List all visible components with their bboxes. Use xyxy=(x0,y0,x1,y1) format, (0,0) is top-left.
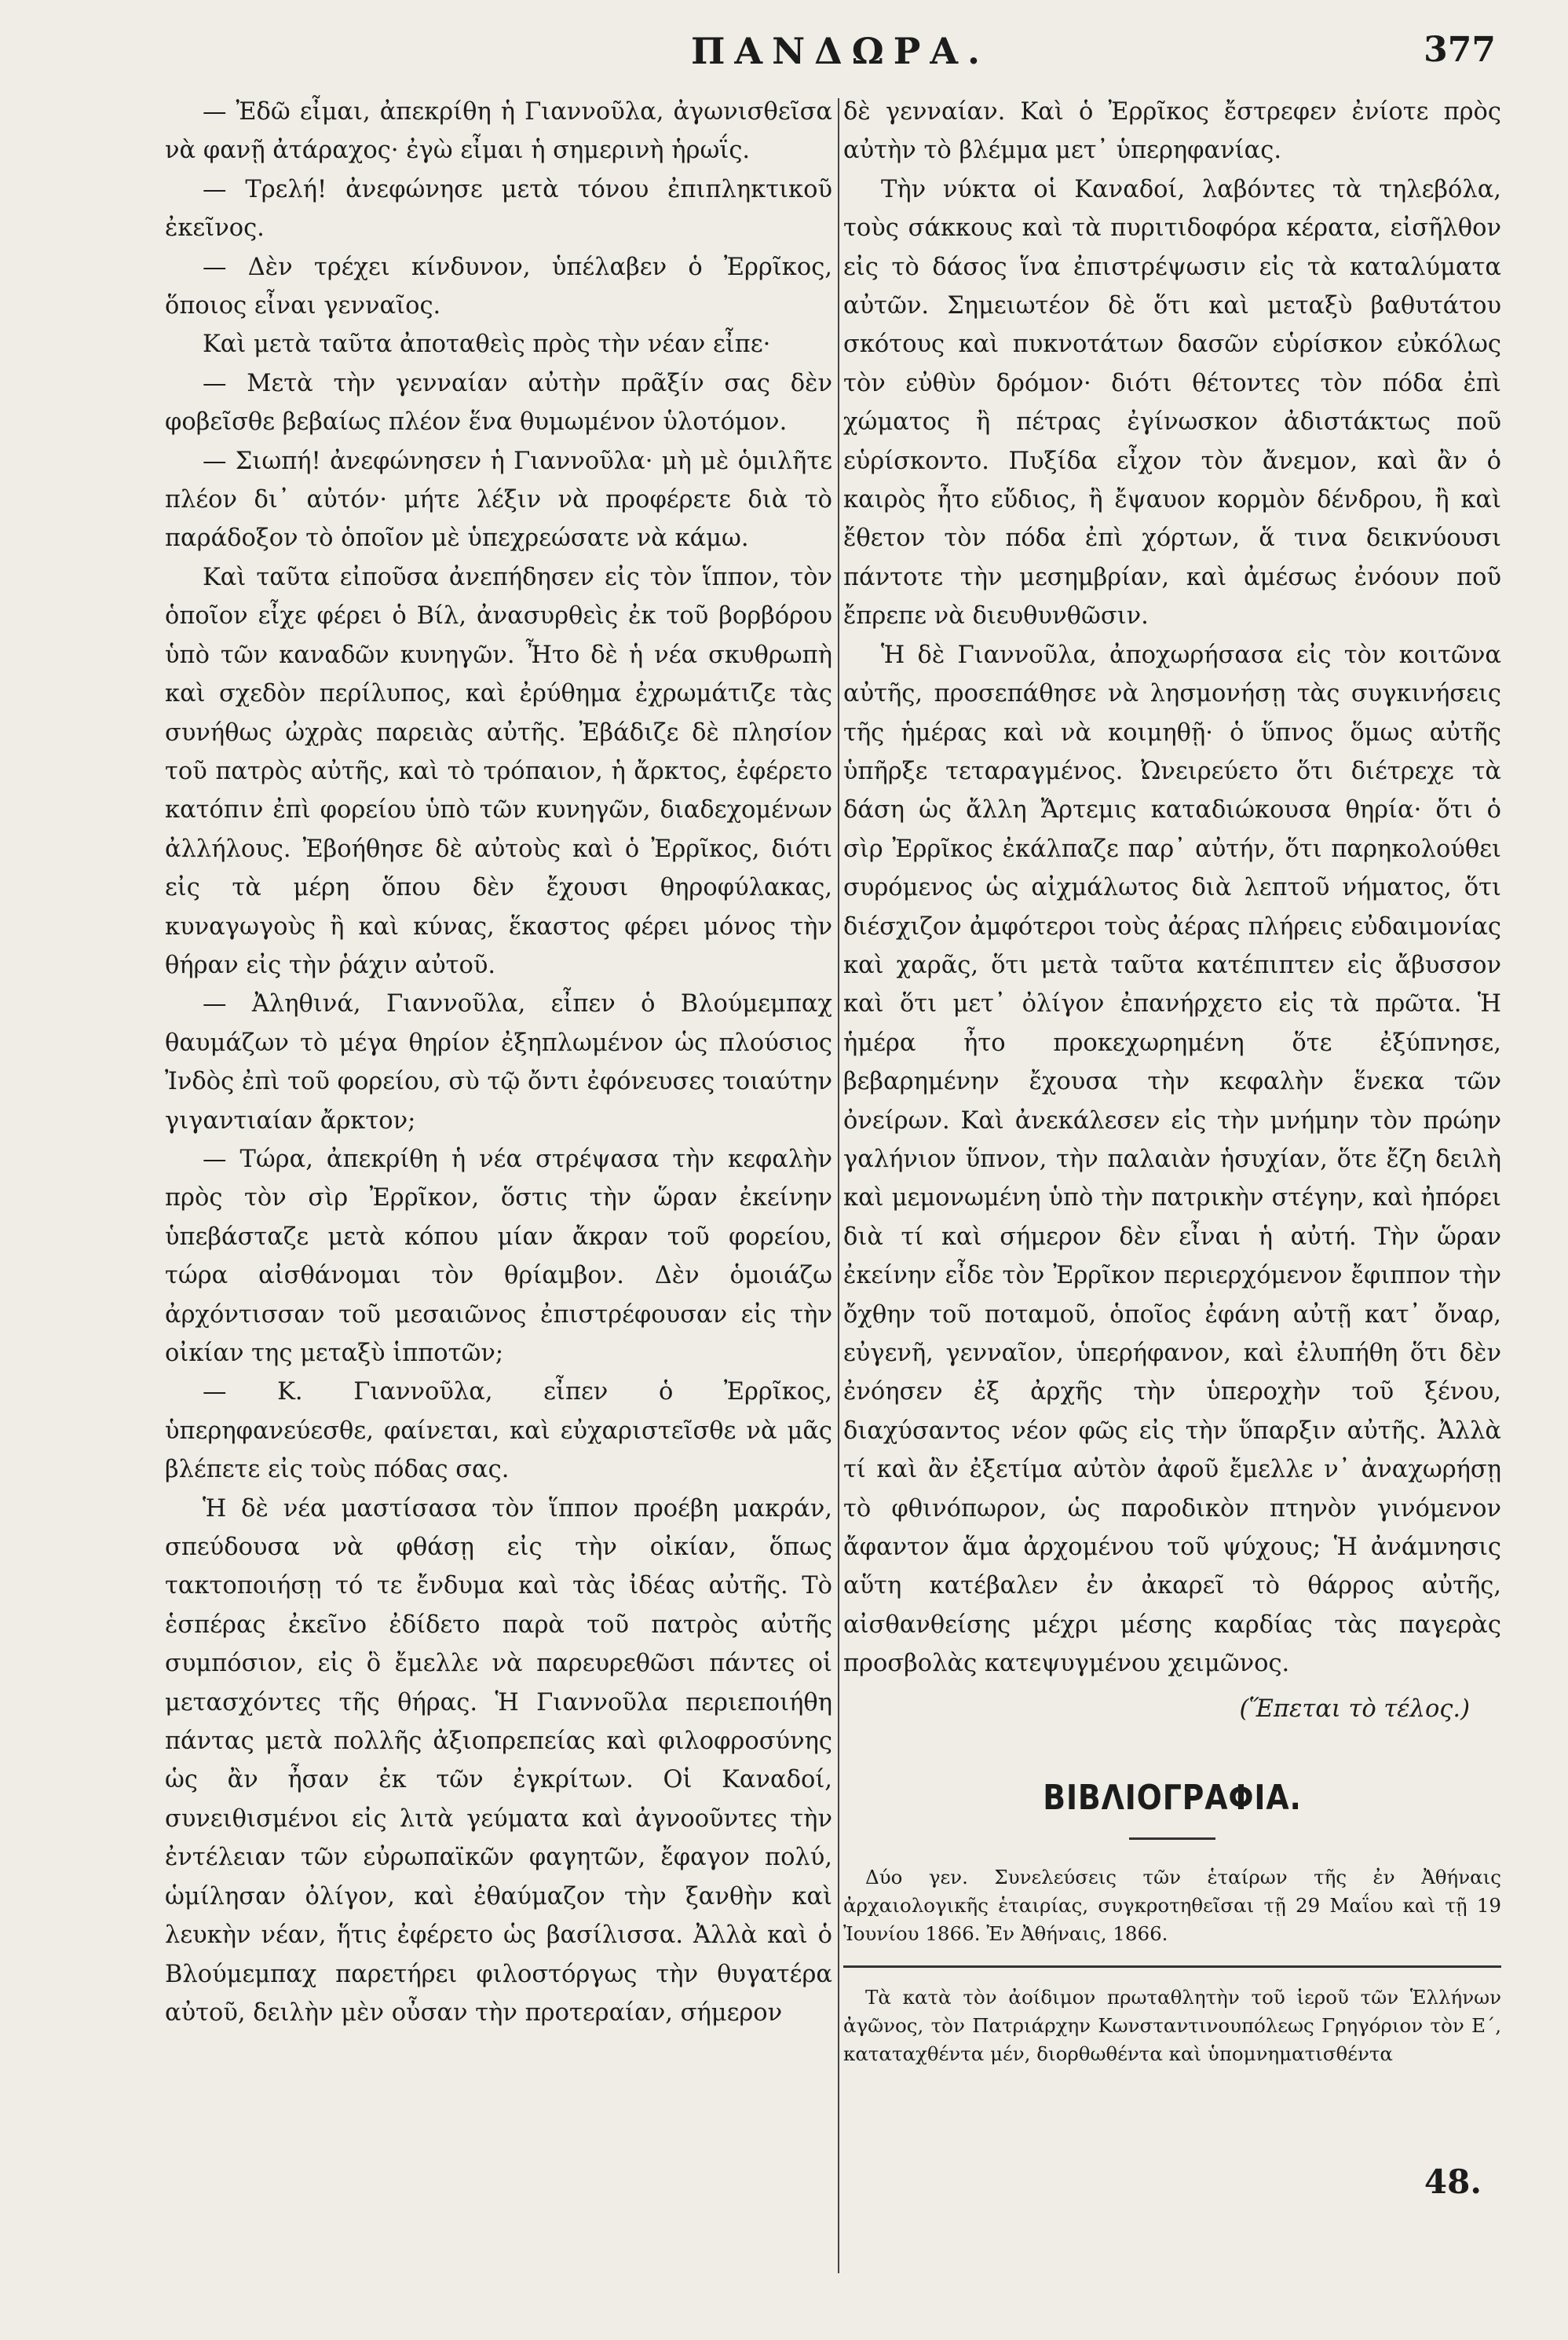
paragraph: — Δὲν τρέχει κίνδυνον, ὑπέλαβεν ὁ Ἐρρῖκος, ὅποιος εἶναι γενναῖος. xyxy=(165,253,832,320)
signature-mark: 48. xyxy=(1424,2163,1482,2201)
bibliography-entry: Δύο γεν. Συνελεύσεις τῶν ἑταίρων τῆς ἐν Ἀθήναις ἀρχαιολογικῆς ἑταιρίας, συγκροτηθεῖσαι τῇ 29 Μαΐου καὶ τῇ 19 Ἰουνίου 1866. Ἐν Ἀθήναις, 1866. xyxy=(843,1866,1501,1946)
running-title: ΠΑΝΔΩΡΑ. xyxy=(690,30,990,72)
column-divider xyxy=(838,98,839,2273)
paragraph: Ἡ δὲ νέα μαστίσασα τὸν ἵππον προέβη μακράν, σπεύδουσα νὰ φθάσῃ εἰς τὴν οἰκίαν, ὅπως τακτοποιήσῃ τό τε ἔνδυμα καὶ τὰς ἰδέας αὐτῆς. Τὸ ἑσπέρας ἐκεῖνο ἐδίδετο παρὰ τοῦ πατρὸς αὐτῆς συμπόσιον, εἰς ὃ ἔμελλε νὰ παρευρεθῶσι πάντες οἱ μετασχόντες τῆς θήρας. Ἡ Γιαννοῦλα περιεποιήθη πάντας μετὰ πολλῆς ἀξιοπρεπείας καὶ φιλοφροσύνης ὡς ἂν ἦσαν ἐκ τῶν ἐγκρίτων. Οἱ Καναδοί, συνειθισμένοι εἰς λιτὰ γεύματα καὶ ἀγνοοῦντες τὴν ἐντέλειαν τῶν εὐρωπαϊκῶν φαγητῶν, ἔφαγον πολύ, ὡμίλησαν ὀλίγον, καὶ ἐθαύμαζον τὴν ξανθὴν καὶ λευκὴν νέαν, ἥτις ἐφέρετο ὡς βασίλισσα. Ἀλλὰ καὶ ὁ Βλούμεμπαχ παρετήρει φιλοστόργως τὴν θυγατέρα αὐτοῦ, δειλὴν μὲν οὖσαν τὴν προτεραίαν, σήμερον xyxy=(165,1494,832,2027)
page-number: 377 xyxy=(1424,30,1496,70)
paragraph: — Σιωπή! ἀνεφώνησεν ἡ Γιαννοῦλα· μὴ μὲ ὁμιλῆτε πλέον δι᾽ αὐτόν· μήτε λέξιν νὰ προφέρετε διὰ τὸ παράδοξον τὸ ὁποῖον μὲ ὑπεχρεώσατε νὰ κάμω. xyxy=(165,447,832,553)
paragraph: Ἡ δὲ Γιαννοῦλα, ἀποχωρήσασα εἰς τὸν κοιτῶνα αὐτῆς, προσεπάθησε νὰ λησμονήσῃ τὰς συγκινήσεις τῆς ἡμέρας καὶ νὰ κοιμηθῇ· ὁ ὕπνος ὅμως αὐτῆς ὑπῆρξε τεταραγμένος. Ὠνειρεύετο ὅτι διέτρεχε τὰ δάση ὡς ἄλλη Ἄρτεμις καταδιώκουσα θηρία· ὅτι ὁ σὶρ Ἐρρῖκος ἐκάλπαζε παρ᾽ αὐτήν, ὅτι παρηκολούθει συρόμενος ὡς αἰχμάλωτος διὰ λεπτοῦ νήματος, ὅτι διέσχιζον ἀμφότεροι τοὺς ἀέρας πλήρεις εὐδαιμονίας καὶ χαρᾶς, ὅτι μετὰ ταῦτα κατέπιπτεν εἰς ἄβυσσον καὶ ὅτι μετ᾽ ὀλίγον ἐπανήρχετο εἰς τὰ πρῶτα. Ἡ ἡμέρα ἦτο προκεχωρημένη ὅτε ἐξύπνησε, βεβαρημένην ἔχουσα τὴν κεφαλὴν ἕνεκα τῶν ὀνείρων. Καὶ ἀνεκάλεσεν εἰς τὴν μνήμην τὸν πρώην γαλήνιον ὕπνον, τὴν παλαιὰν ἡσυχίαν, ὅτε ἔζη δειλὴ καὶ μεμονωμένη ὑπὸ τὴν πατρικὴν στέγην, καὶ ἠπόρει διὰ τί καὶ σήμερον δὲν εἶναι ἡ αὐτή. Τὴν ὥραν ἐκείνην εἶδε τὸν Ἐρρῖκον περιερχόμενον ἔφιππον τὴν ὄχθην τοῦ ποταμοῦ, ὁποῖος ἐφάνη αὐτῇ κατ᾽ ὄναρ, εὐγενῆ, γενναῖον, ὑπερήφανον, καὶ ἐλυπήθη ὅτι δὲν ἐνόησεν ἐξ ἀρχῆς τὴν ὑπεροχὴν τοῦ ξένου, διαχύσαντος νέον φῶς εἰς τὴν ὕπαρξιν αὐτῆς. Ἀλλὰ τί καὶ ἂν ἐξετίμα αὐτὸν ἀφοῦ ἔμελλε ν᾽ ἀναχωρήσῃ τὸ φθινόπωρον, ὡς παροδικὸν πτηνὸν γινόμενον ἄφαντον ἅμα ἀρχομένου τοῦ ψύχους; Ἡ ἀνάμνησις αὕτη κατέβαλεν ἐν ἀκαρεῖ τὸ θάρρος αὐτῆς, αἰσθανθείσης μέχρι μέσης καρδίας τὰς παγερὰς προσβολὰς κατεψυγμένου χειμῶνος. xyxy=(843,641,1501,1678)
paragraph: Καὶ ταῦτα εἰποῦσα ἀνεπήδησεν εἰς τὸν ἵππον, τὸν ὁποῖον εἶχε φέρει ὁ Βίλ, ἀνασυρθεὶς ἐκ τοῦ βορβόρου ὑπὸ τῶν καναδῶν κυνηγῶν. Ἦτο δὲ ἡ νέα σκυθρωπὴ καὶ σχεδὸν περίλυπος, καὶ ἐρύθημα ἐχρωμάτιζε τὰς συνήθως ὠχρὰς παρειὰς αὐτῆς. Ἐβάδιζε δὲ πλησίον τοῦ πατρὸς αὐτῆς, καὶ τὸ τρόπαιον, ἡ ἄρκτος, ἐφέρετο κατόπιν ἐπὶ φορείου ὑπὸ τῶν κυνηγῶν, διαδεχομένων ἀλλήλους. Ἐβοήθησε δὲ αὐτοὺς καὶ ὁ Ἐρρῖκος, διότι εἰς τὰ μέρη ὅπου δὲν ἔχουσι θηροφύλακας, κυναγωγοὺς ἢ καὶ κύνας, ἕκαστος φέρει μόνος τὴν θήραν εἰς τὴν ῥάχιν αὐτοῦ. xyxy=(165,563,832,979)
paragraph: — Κ. Γιαννοῦλα, εἶπεν ὁ Ἐρρῖκος, ὑπερηφανεύεσθε, φαίνεται, καὶ εὐχαριστεῖσθε νὰ μᾶς βλέπετε εἰς τοὺς πόδας σας. xyxy=(165,1378,832,1484)
heading-rule xyxy=(1129,1837,1215,1840)
paragraph: — Ἐδῶ εἶμαι, ἀπεκρίθη ἡ Γιαννοῦλα, ἀγωνισθεῖσα νὰ φανῇ ἀτάραχος· ἐγὼ εἶμαι ἡ σημερινὴ ἡρωΐς. xyxy=(165,98,832,165)
right-column xyxy=(843,93,1501,2068)
section-heading: ΒΙΒΛΙΟΓΡΑΦΙΑ. xyxy=(1043,1778,1302,1819)
bibliography-entry: Τὰ κατὰ τὸν ἀοίδιμον πρωταθλητὴν τοῦ ἱεροῦ τῶν Ἑλλήνων ἀγῶνος, τὸν Πατριάρχην Κωνσταντινουπόλεως Γρηγόριον τὸν Ε´, καταταχθέντα μέν, διορθωθέντα καὶ ὑπομνηματισθέντα xyxy=(843,1986,1501,2066)
paragraph: — Τρελή! ἀνεφώνησε μετὰ τόνου ἐπιπληκτικοῦ ἐκεῖνος. xyxy=(165,175,832,243)
left-column xyxy=(165,93,832,2032)
paragraph: — Ἀληθινά, Γιαννοῦλα, εἶπεν ὁ Βλούμεμπαχ θαυμάζων τὸ μέγα θηρίον ἐξηπλωμένον ὡς πλούσιος Ἰνδὸς ἐπὶ τοῦ φορείου, σὺ τῷ ὄντι ἐφόνευσες τοιαύτην γιγαντιαίαν ἄρκτον; xyxy=(165,990,832,1135)
bibliography-divider xyxy=(843,1965,1501,1968)
paragraph: — Μετὰ τὴν γενναίαν αὐτὴν πρᾶξίν σας δὲν φοβεῖσθε βεβαίως πλέον ἕνα θυμωμένον ὑλοτόμον. xyxy=(165,369,832,437)
paragraph: Καὶ μετὰ ταῦτα ἀποταθεὶς πρὸς τὴν νέαν εἶπε· xyxy=(203,331,771,359)
paragraph-continuation: δὲ γενναίαν. Καὶ ὁ Ἐρρῖκος ἔστρεφεν ἐνίοτε πρὸς αὐτὴν τὸ βλέμμα μετ᾽ ὑπερηφανίας. xyxy=(843,98,1501,165)
to-be-continued-note: (Ἕπεται τὸ τέλος.) xyxy=(1239,1695,1470,1723)
paragraph: — Τώρα, ἀπεκρίθη ἡ νέα στρέψασα τὴν κεφαλὴν πρὸς τὸν σὶρ Ἐρρῖκον, ὅστις τὴν ὥραν ἐκείνην ὑπεβάσταζε μετὰ κόπου μίαν ἄκραν τοῦ φορείου, τώρα αἰσθάνομαι τὸν θρίαμβον. Δὲν ὁμοιάζω ἀρχόντισσαν τοῦ μεσαιῶνος ἐπιστρέφουσαν εἰς τὴν οἰκίαν της μεταξὺ ἱπποτῶν; xyxy=(165,1145,832,1367)
paragraph: Τὴν νύκτα οἱ Καναδοί, λαβόντες τὰ τηλεβόλα, τοὺς σάκκους καὶ τὰ πυριτιδοφόρα κέρατα, εἰσῆλθον εἰς τὸ δάσος ἵνα ἐπιστρέψωσιν εἰς τὰ καταλύματα αὐτῶν. Σημειωτέον δὲ ὅτι καὶ μεταξὺ βαθυτάτου σκότους καὶ πυκνοτάτων δασῶν εὑρίσκον εὐκόλως τὸν εὐθὺν δρόμον· διότι θέτοντες τὸν πόδα ἐπὶ χώματος ἢ πέτρας ἐγίνωσκον ἀδιστάκτως ποῦ εὑρίσκοντο. Πυξίδα εἶχον τὸν ἄνεμον, καὶ ἂν ὁ καιρὸς ἦτο εὔδιος, ἢ ἔψαυον κορμὸν δένδρου, ἢ καὶ ἔθετον τὸν πόδα ἐπὶ χόρτων, ἅ τινα δεικνύουσι πάντοτε τὴν μεσημβρίαν, καὶ ἀμέσως ἐνόουν ποῦ ἔπρεπε νὰ διευθυνθῶσιν. xyxy=(843,175,1501,631)
